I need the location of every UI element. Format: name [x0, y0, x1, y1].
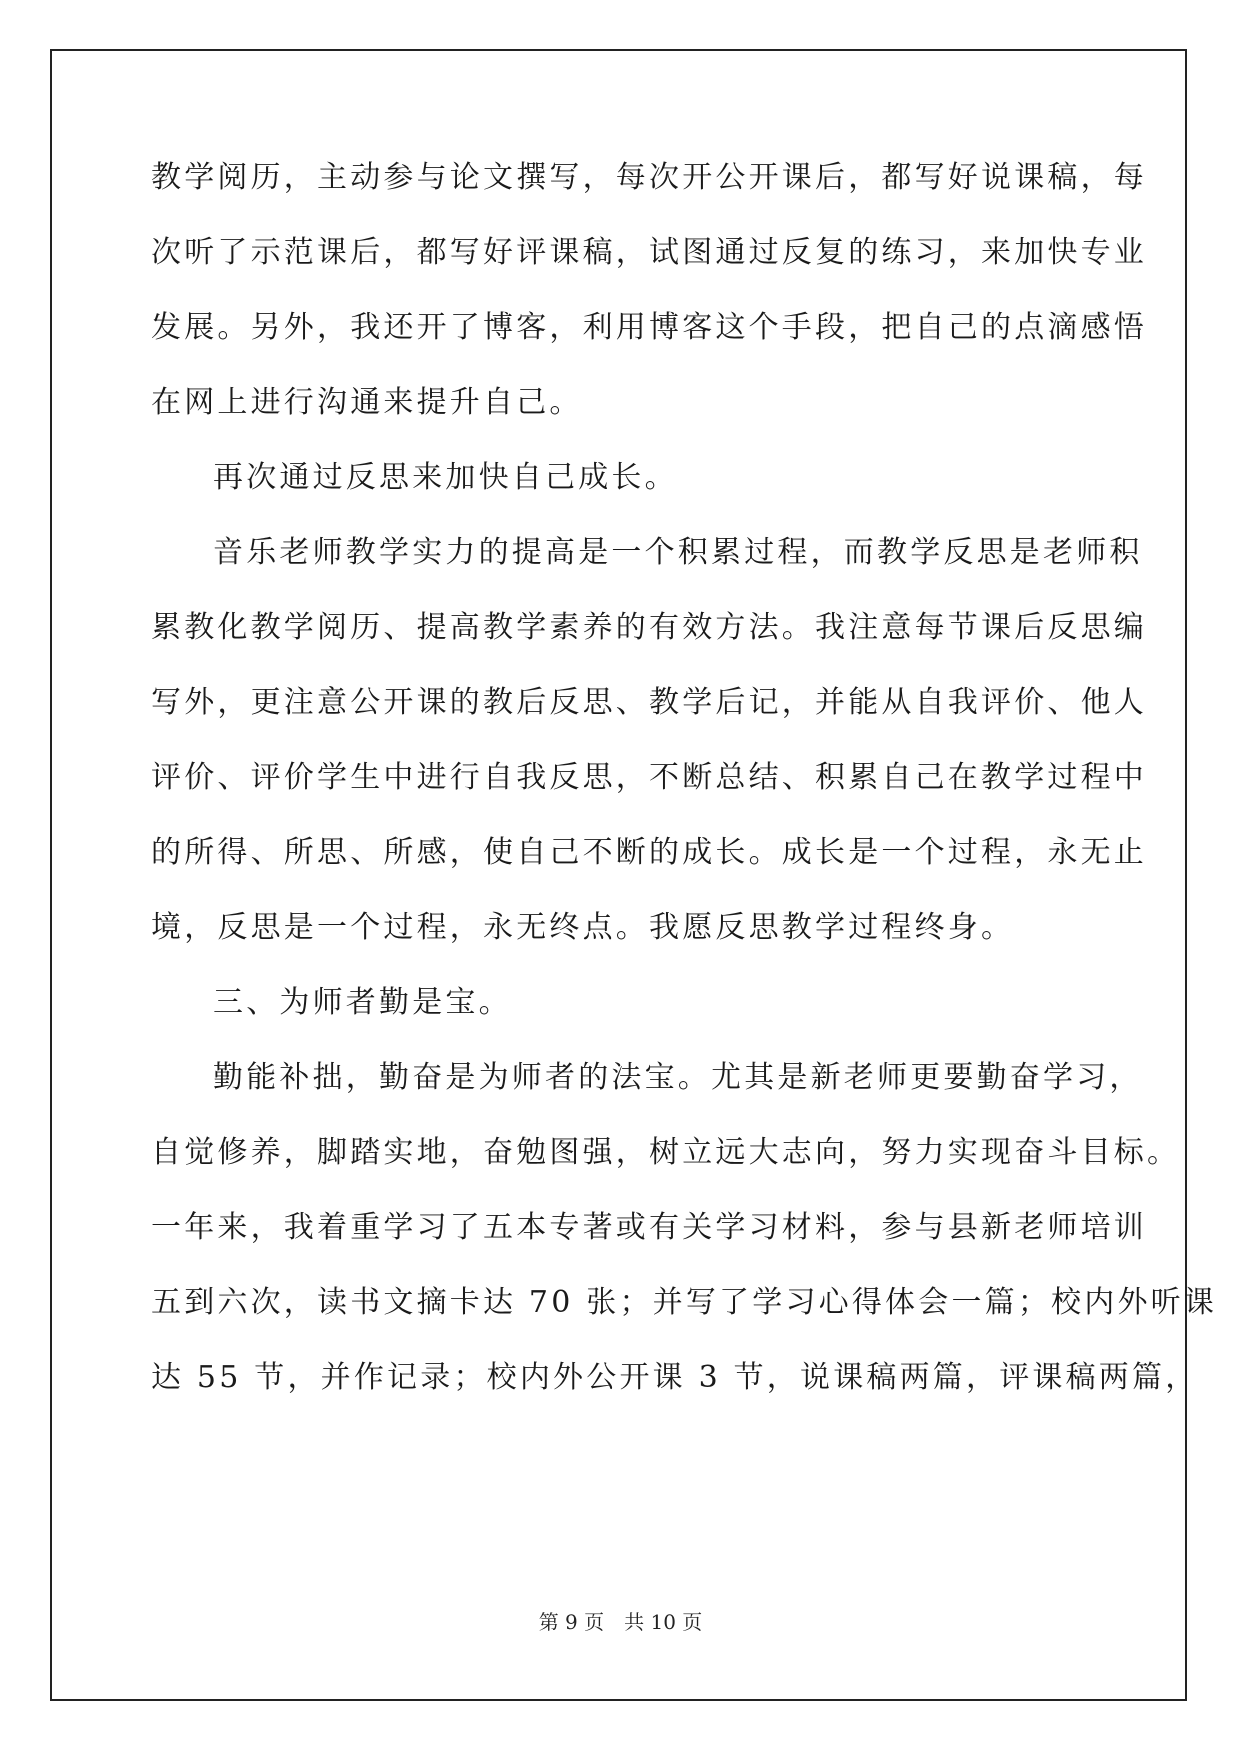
text-line: 发展。另外，我还开了博客，利用博客这个手段，把自己的点滴感悟: [151, 310, 1147, 345]
text-line: 的所得、所思、所感，使自己不断的成长。成长是一个过程，永无止: [151, 835, 1147, 870]
page-border: [50, 49, 1187, 1701]
text-line: 累教化教学阅历、提高教学素养的有效方法。我注意每节课后反思编: [151, 610, 1147, 645]
text-line: 境，反思是一个过程，永无终点。我愿反思教学过程终身。: [151, 910, 1015, 945]
section-heading: 再次通过反思来加快自己成长。: [213, 460, 678, 495]
text-line: 评价、评价学生中进行自我反思，不断总结、积累自己在教学过程中: [151, 760, 1147, 795]
text-line: 五到六次，读书文摘卡达 70 张；并写了学习心得体会一篇；校内外听课: [151, 1285, 1218, 1320]
page-number-footer: 第 9 页 共 10 页: [538, 1610, 703, 1634]
text-line: 音乐老师教学实力的提高是一个积累过程，而教学反思是老师积: [213, 535, 1143, 570]
text-line: 自觉修养，脚踏实地，奋勉图强，树立远大志向，努力实现奋斗目标。: [151, 1135, 1181, 1170]
text-line: 勤能补拙，勤奋是为师者的法宝。尤其是新老师更要勤奋学习，: [213, 1060, 1143, 1095]
section-heading: 三、为师者勤是宝。: [213, 985, 512, 1020]
text-line: 教学阅历，主动参与论文撰写，每次开公开课后，都写好说课稿，每: [151, 160, 1147, 195]
text-line: 次听了示范课后，都写好评课稿，试图通过反复的练习，来加快专业: [151, 235, 1147, 270]
text-line: 一年来，我着重学习了五本专著或有关学习材料，参与县新老师培训: [151, 1210, 1147, 1245]
text-line: 写外，更注意公开课的教后反思、教学后记，并能从自我评价、他人: [151, 685, 1147, 720]
text-line: 在网上进行沟通来提升自己。: [151, 385, 583, 420]
text-line: 达 55 节，并作记录；校内外公开课 3 节，说课稿两篇，评课稿两篇，: [151, 1360, 1199, 1395]
